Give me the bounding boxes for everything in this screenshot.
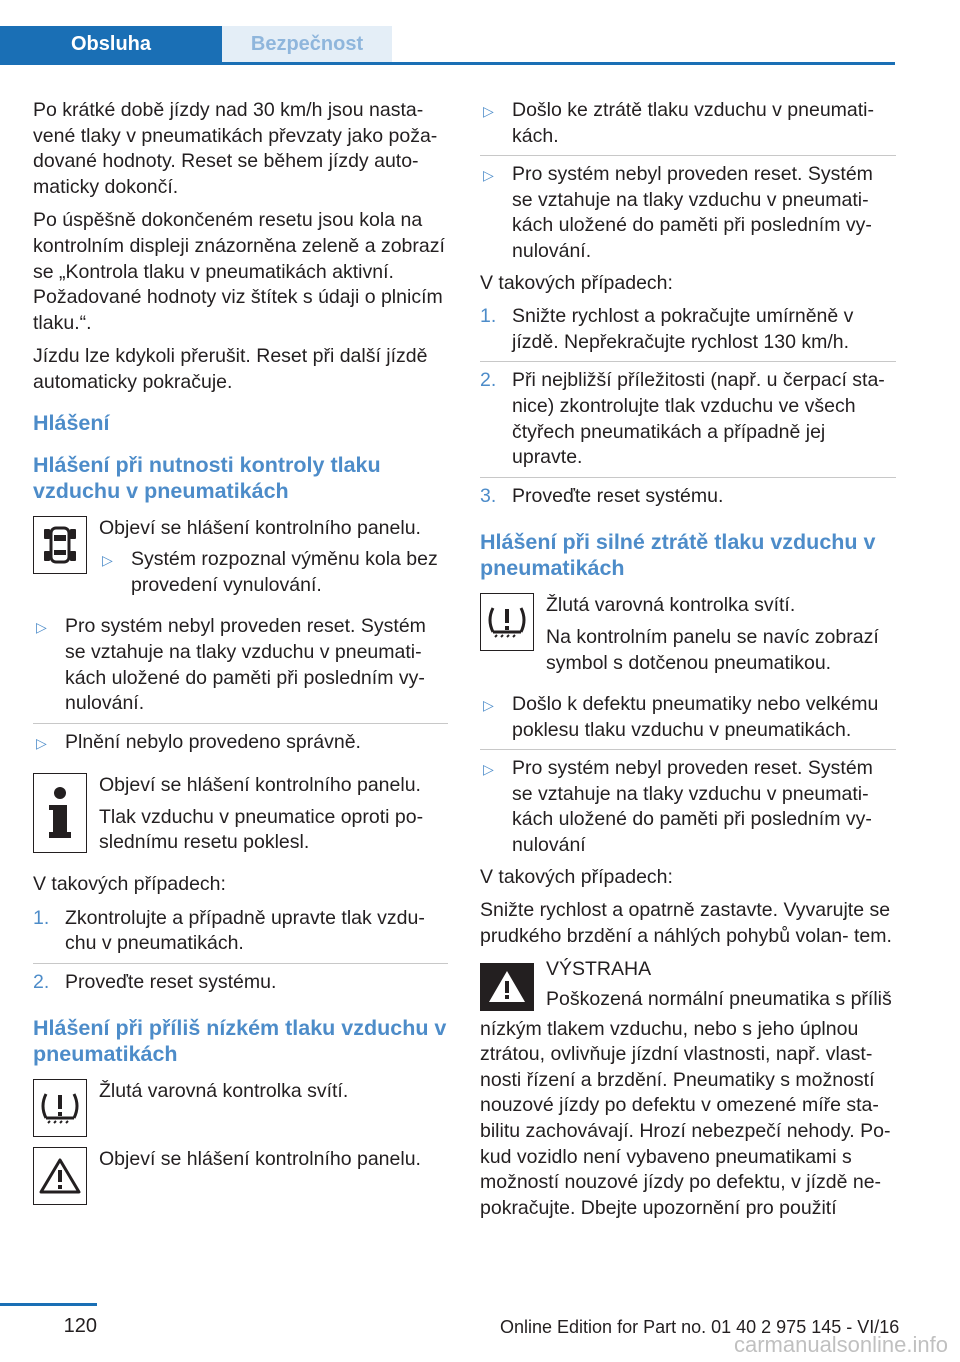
warning-title: VÝSTRAHA [546,958,652,981]
check-message-block [33,516,448,605]
list-item: ▷ Systém rozpoznal výměnu kola bez provedení vynulování. [102,548,438,596]
cases-label: V takových případech: [33,873,226,896]
triangle-bullet-icon: ▷ [483,103,494,119]
info-icon [33,773,87,853]
list-item: ▷ Plnění nebylo provedeno správně. [33,724,448,762]
hazard-warning-icon [480,963,534,1011]
warning-text: nízkým tlakem vzduchu, nebo s jeho úplnou ztrátou, ovlivňuje jízdní vlastnosti, např. vlast‐ nosti řízení a brzdění. Pneumatiky s možností nouzové jízdy po defektu v omezené míře sta‐ bilitu zachovávají. Hrozí nebezpečí nehody. Po‐ kud vozidlo není vybaveno pneumatikami s možností nouzové jízdy po defektu, v jízdě ne‐ pokračujte. Dbejte upozornění pro použití [480,1017,891,1219]
steps-list [480,304,896,515]
edition-text: Online Edition for Part no. 01 40 2 975 145 - VI/16 [500,1317,900,1337]
info-detail: Tlak vzduchu v pneumatice oproti po‐ slednímu resetu poklesl. [99,805,424,854]
info-message-block [33,773,448,862]
reasons-list-a [480,98,896,271]
check-message: Objeví se hlášení kontrolního panelu. [99,516,421,539]
list-item: ▷ Pro systém nebyl proveden reset. Systém se vztahuje na tlaky vzduchu v pneumati‐ kách uložené do paměti při posledním vy‐ nulování. [33,614,448,723]
subheading-strong-loss: Hlášení při silné ztrátě tlaku vzduchu v pneumatikách [480,530,876,581]
reset-paragraph: Po krátké době jízdy nad 30 km/h jsou nasta‐ vené tlaky v pneumatikách převzaty jako poža‐ dované hodnoty. Reset se během jízdy auto‐ maticky dokončí. [33,99,438,198]
strong-lamp-block [480,593,896,682]
panel-symbol-text: Na kontrolním panelu se navíc zobrazí symbol s dotčenou pneumatikou. [546,625,879,674]
page-number: 120 [63,1315,97,1337]
warning-block [480,957,896,1221]
list-item: 1. Snižte rychlost a pokračujte umírněně v jízdě. Nepřekračujte rychlost 130 km/h. [480,304,896,362]
right-column [480,98,896,1229]
list-item: 2. Proveďte reset systému. [33,970,277,993]
watermark: carmanualsonline.info [733,1332,948,1357]
section-heading-messages: Hlášení [33,410,110,435]
panel-block [33,1147,448,1205]
tab-bezpecnost[interactable]: Bezpečnost [222,26,392,62]
warning-triangle-icon [33,1147,87,1205]
steps-list [33,906,448,1002]
subheading-low-pressure: Hlášení při příliš nízkém tlaku vzduchu v pneumatikách [33,1016,447,1067]
cases-label: V takových případech: [480,271,673,294]
reset-interrupt-paragraph: Jízdu lze kdykoli přerušit. Reset při další jízdě automaticky pokračuje. [33,345,428,393]
list-item: ▷ Došlo k defektu pneumatiky nebo velkému poklesu tlaku vzduchu v pneumatikách. [480,692,896,750]
tab-obsluha[interactable]: Obsluha [0,26,222,62]
tire-pressure-warning-icon [480,593,534,651]
lamp-block [33,1079,448,1137]
triangle-bullet-icon: ▷ [483,697,494,714]
reasons-list-b [480,692,896,865]
footer-rule [0,1303,97,1306]
panel-message: Objeví se hlášení kontrolního panelu. [99,1148,421,1171]
list-item: 3. Proveďte reset systému. [480,484,724,507]
triangle-bullet-icon: ▷ [36,619,47,636]
triangle-bullet-icon: ▷ [36,734,47,751]
tire-pressure-warning-icon [33,1079,87,1137]
left-column [33,98,448,1215]
triangle-bullet-icon: ▷ [483,167,494,184]
reset-success-paragraph: Po úspěšně dokončeném resetu jsou kola na kontrolním displeji znázorněna zeleně a zobrazí se „Kontrola tlaku v pneumatikách aktivní. Požadované hodnoty viz štítek s údaji o plnicím tlaku.“. [33,209,445,334]
tire-car-icon [33,516,87,574]
list-item: 2. Při nejbližší příležitosti (např. u čerpací sta‐ nice) zkontrolujte tlak vzduchu ve všech čtyřech pneumatikách a případně jej upravte. [480,362,896,477]
subheading-check-pressure: Hlášení při nutnosti kontroly tlaku vzduchu v pneumatikách [33,452,381,503]
list-item: ▷ Pro systém nebyl proveden reset. Systém se vztahuje na tlaky vzduchu v pneumati‐ kách uložené do paměti při posledním vy‐ nulování. [483,163,873,262]
advice-paragraph: Snižte rychlost a opatrně zastavte. Vyvarujte se prudkého brzdění a náhlých pohybů volan‐ tem. [480,899,892,947]
list-item: ▷ Došlo ke ztrátě tlaku vzduchu v pneumati‐ kách. [480,98,896,156]
list-item: ▷ Pro systém nebyl proveden reset. Systém se vztahuje na tlaky vzduchu v pneumati‐ kách uložené do paměti při posledním vy‐ nulování [483,757,873,857]
check-reasons-list [33,614,448,761]
triangle-bullet-icon: ▷ [483,761,494,778]
yellow-lamp-text: Žlutá varovná kontrolka svítí. [546,594,796,617]
cases-label: V takových případech: [480,865,673,888]
info-message: Objeví se hlášení kontrolního panelu. [99,774,421,797]
list-item: 1. Zkontrolujte a případně upravte tlak vzdu‐ chu v pneumatikách. [33,906,448,964]
yellow-lamp-text: Žlutá varovná kontrolka svítí. [99,1080,349,1103]
warning-text-head: Poškozená normální pneumatika s příliš [546,988,892,1011]
chapter-tabs [0,26,895,65]
triangle-bullet-icon: ▷ [102,552,113,569]
